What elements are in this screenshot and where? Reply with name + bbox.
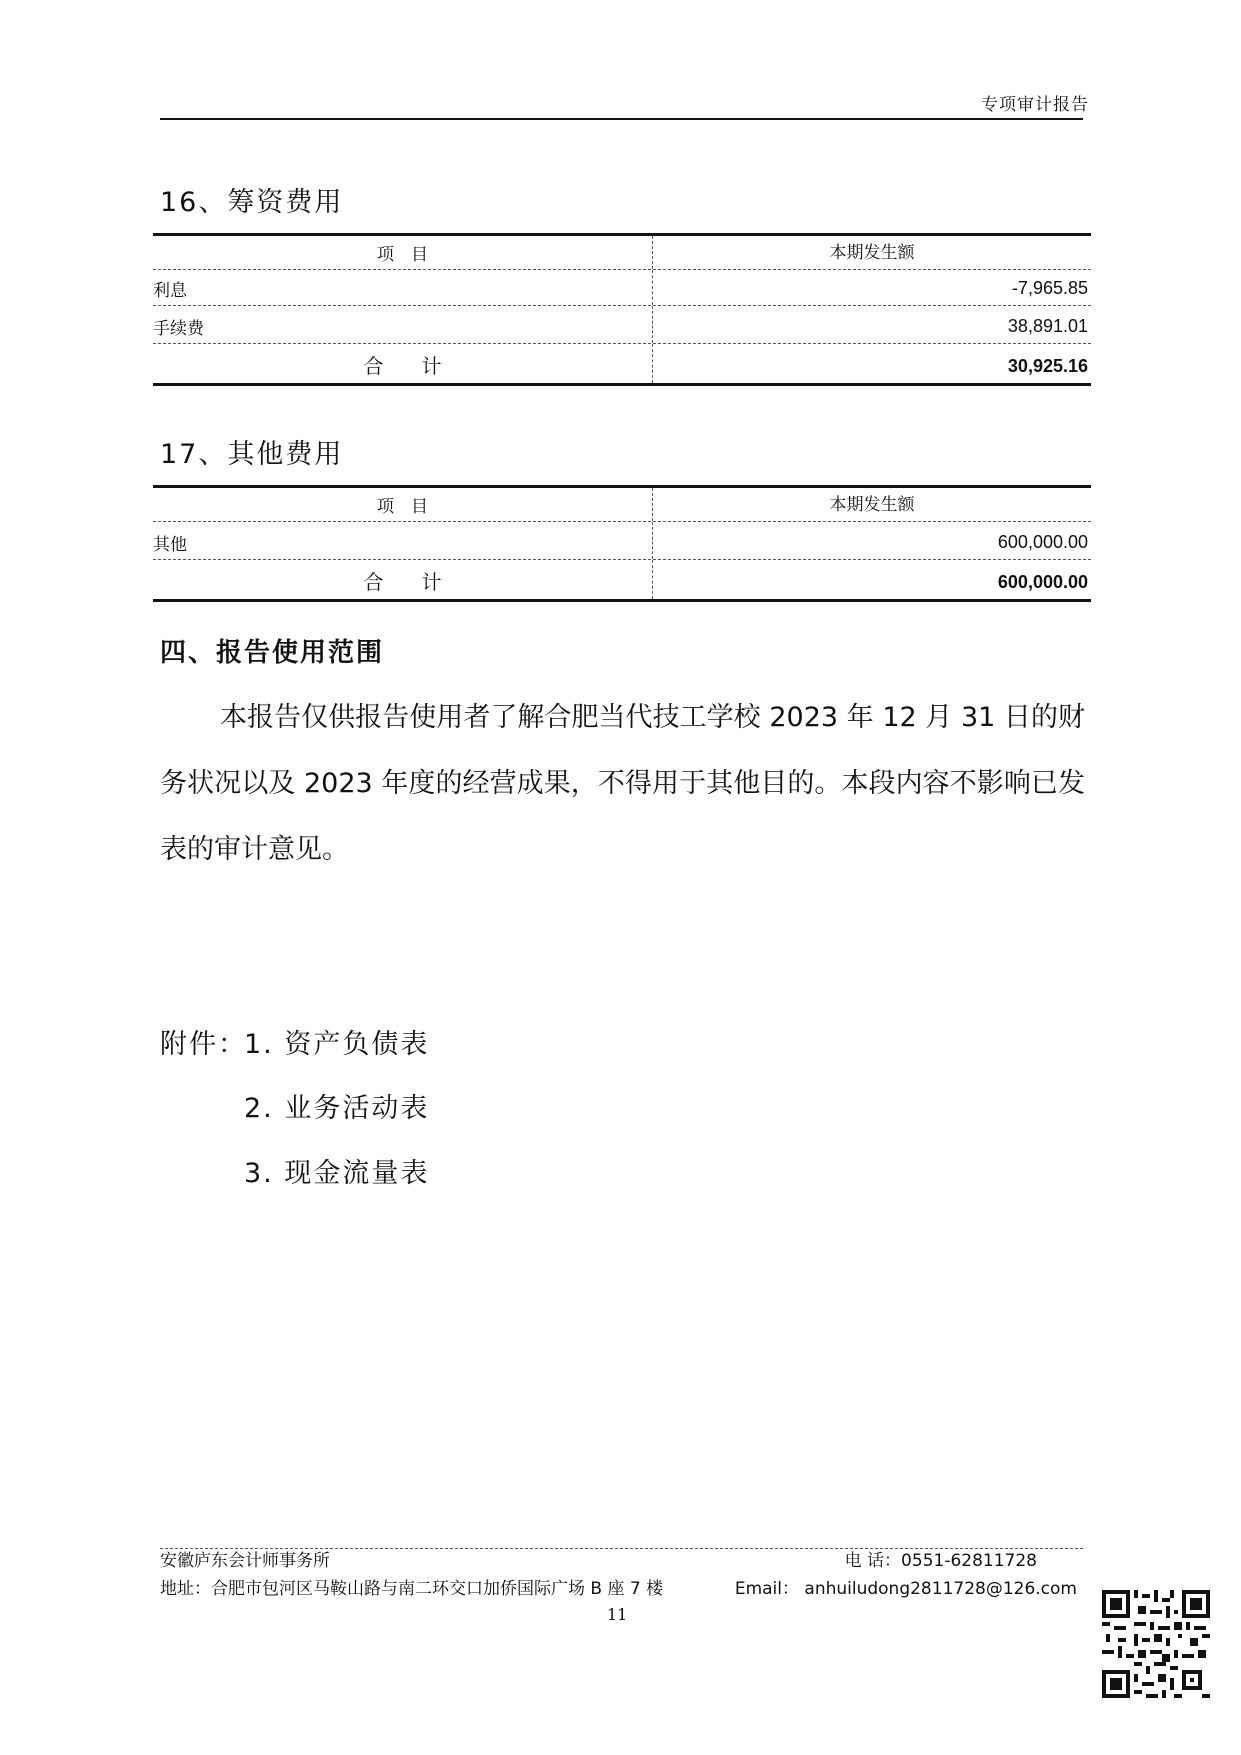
row-amount: 38,891.01 bbox=[1007, 316, 1088, 336]
total-amount: 30,925.16 bbox=[1007, 356, 1088, 376]
table-row bbox=[153, 306, 1091, 344]
header-rule bbox=[160, 118, 1083, 120]
table-row bbox=[153, 522, 1091, 560]
page-number: 11 bbox=[607, 1605, 628, 1624]
section-title-scope: 四、报告使用范围 bbox=[160, 638, 385, 668]
financing-expense-table bbox=[153, 233, 1091, 386]
table-total-row bbox=[153, 344, 1091, 386]
row-item: 手续费 bbox=[153, 306, 653, 343]
total-label: 合计 bbox=[153, 344, 653, 383]
column-header-amount: 本期发生额 bbox=[829, 243, 915, 263]
attachments-label: 附件： bbox=[160, 1029, 247, 1060]
other-expense-table bbox=[153, 485, 1091, 602]
row-item: 其他 bbox=[153, 522, 653, 559]
row-item: 利息 bbox=[153, 270, 653, 305]
column-header-item: 项 目 bbox=[153, 488, 653, 521]
footer-firm-name: 安徽庐东会计师事务所 bbox=[160, 1551, 330, 1571]
attachment-item: 1. 资产负债表 bbox=[244, 1029, 430, 1060]
table-header-row bbox=[153, 485, 1091, 522]
footer-email: Email： anhuiludong2811728@126.com bbox=[734, 1579, 1077, 1599]
column-header-item: 项 目 bbox=[153, 236, 653, 269]
row-amount: 600,000.00 bbox=[997, 532, 1088, 552]
row-amount: -7,965.85 bbox=[1011, 278, 1088, 298]
attachment-item: 2. 业务活动表 bbox=[244, 1093, 430, 1124]
table-header-row bbox=[153, 233, 1091, 270]
footer-phone: 电 话：0551-62811728 bbox=[844, 1551, 1037, 1571]
footer-address: 地址：合肥市包河区马鞍山路与南二环交口加侨国际广场 B 座 7 楼 bbox=[160, 1579, 664, 1599]
report-header-label: 专项审计报告 bbox=[981, 95, 1089, 115]
total-label: 合计 bbox=[153, 560, 653, 599]
table-row bbox=[153, 270, 1091, 306]
column-header-amount: 本期发生额 bbox=[829, 495, 915, 515]
section-title-financing: 16、筹资费用 bbox=[160, 187, 344, 218]
attachment-item: 3. 现金流量表 bbox=[244, 1158, 430, 1189]
section-title-other: 17、其他费用 bbox=[160, 439, 344, 470]
total-amount: 600,000.00 bbox=[997, 572, 1088, 592]
table-total-row bbox=[153, 560, 1091, 602]
scope-paragraph: 本报告仅供报告使用者了解合肥当代技工学校 2023 年 12 月 31 日的财务状况以及 2023 年度的经营成果，不得用于其他目的。本段内容不影响已发表的审计意见。 bbox=[160, 702, 1085, 865]
qr-code-icon bbox=[1102, 1590, 1210, 1698]
